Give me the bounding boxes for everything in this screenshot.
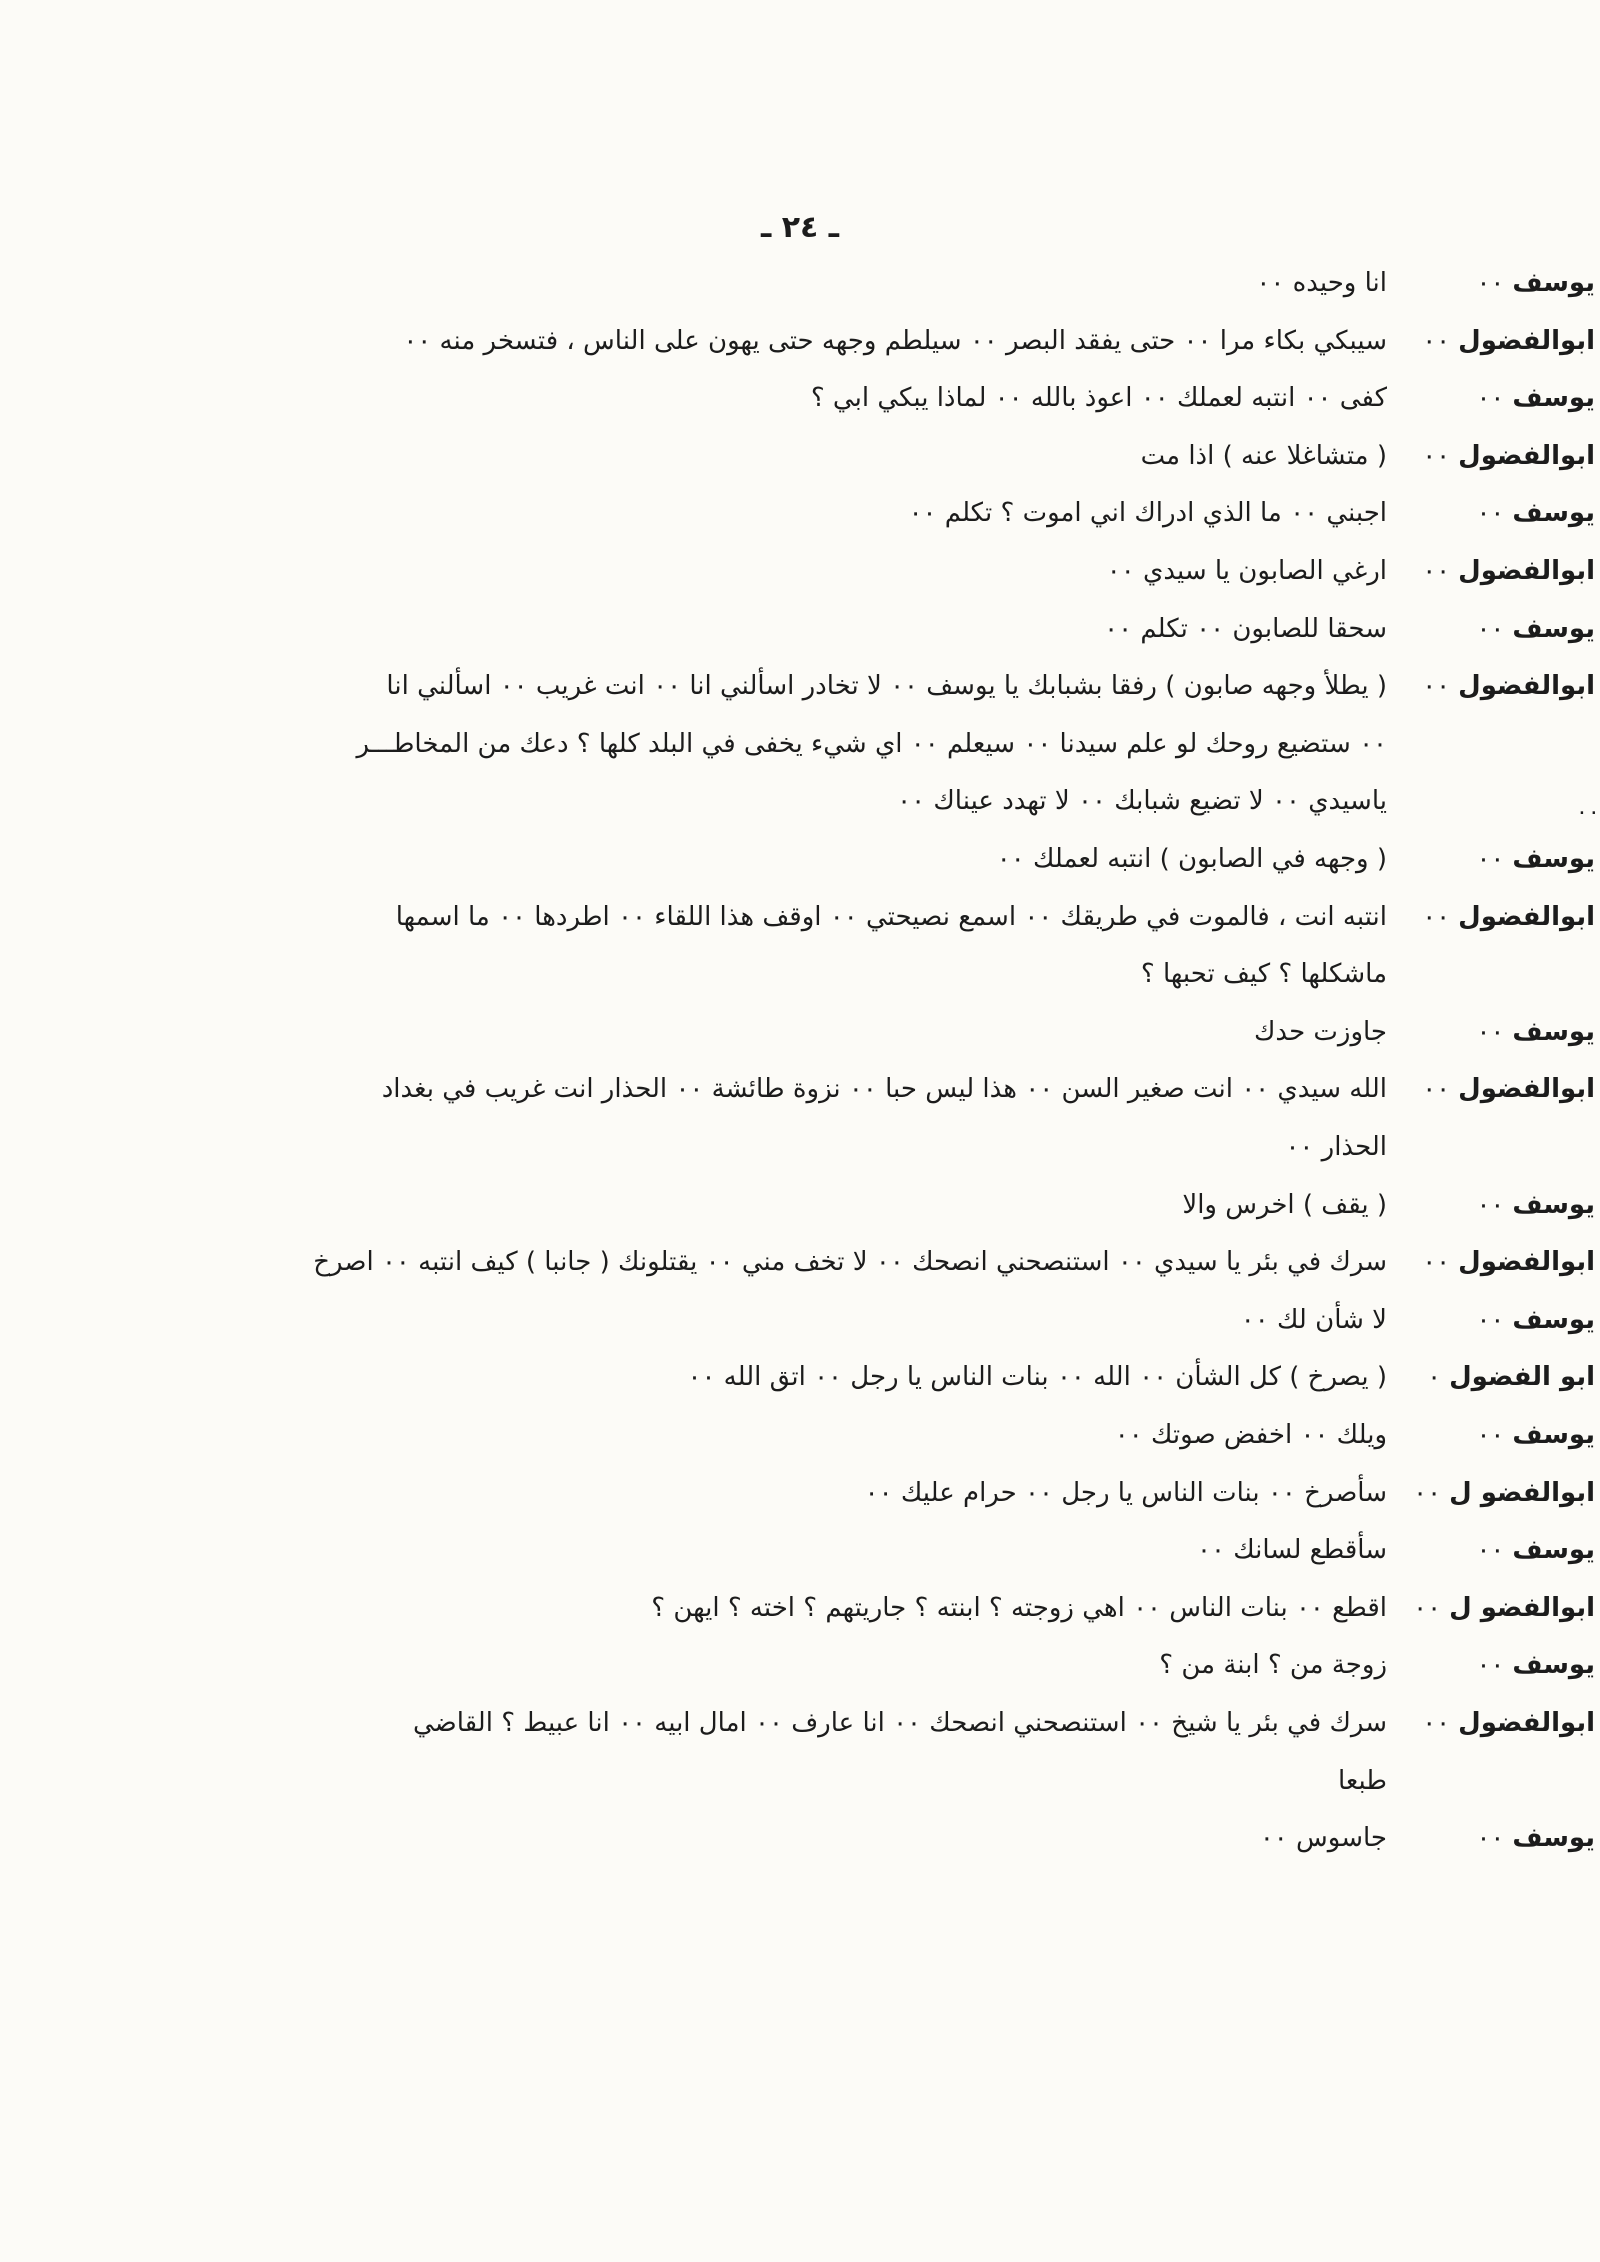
speaker-name: ابوالفضول — [1458, 1247, 1595, 1277]
speaker-name: ابوالفضول — [1458, 1074, 1595, 1104]
speaker-label — [1395, 844, 1595, 874]
speaker-name: يوسف — [1512, 1650, 1595, 1680]
speaker-name: يوسف — [1512, 614, 1595, 644]
speaker-mark: ٠٠ — [1476, 498, 1505, 528]
speech-text: سحقا للصابون ٠٠ تكلم ٠٠ — [1104, 614, 1387, 644]
speaker-label — [1395, 1650, 1595, 1680]
speaker-label — [1395, 556, 1595, 586]
speech-text: اجبني ٠٠ ما الذي ادراك اني اموت ؟ تكلم ٠٠ — [908, 498, 1387, 528]
speaker-label — [1395, 441, 1595, 471]
speaker-mark: ٠٠ — [1476, 1823, 1505, 1853]
speaker-name: يوسف — [1512, 844, 1595, 874]
speaker-label — [1395, 1593, 1595, 1623]
speaker-mark: ٠٠ — [1476, 614, 1505, 644]
speech-text: ( يطلأ وجهه صابون ) رفقا بشبابك يا يوسف ٠٠ لا تخادر اسألني انا ٠٠ انت غريب ٠٠ اسألني انا — [386, 671, 1387, 701]
speech-text: الحذار ٠٠ — [1285, 1132, 1387, 1162]
speech-text: ٠٠ ستضيع روحك لو علم سيدنا ٠٠ سيعلم ٠٠ اي شيء يخفى في البلد كلها ؟ دعك من المخاطـــر — [356, 729, 1387, 759]
speaker-name: ابوالفضو ل — [1449, 1478, 1595, 1508]
speaker-mark: ٠٠ — [1422, 441, 1451, 471]
speech-text: طبعا — [1337, 1766, 1387, 1796]
speech-text: سرك في بئر يا سيدي ٠٠ استنصحني انصحك ٠٠ لا تخف مني ٠٠ يقتلونك ( جانبا ) كيف انتبه ٠٠ اصرخ — [313, 1247, 1387, 1277]
speaker-mark: ٠٠ — [1413, 1593, 1442, 1623]
speaker-name: يوسف — [1512, 383, 1595, 413]
speech-text: ( يقف ) اخرس والا — [1182, 1190, 1387, 1220]
speaker-mark: ٠٠ — [1476, 1305, 1505, 1335]
speech-text: ماشكلها ؟ كيف تحبها ؟ — [1140, 959, 1387, 989]
speech-text: سيبكي بكاء مرا ٠٠ حتى يفقد البصر ٠٠ سيلطم وجهه حتى يهون على الناس ، فتسخر منه ٠٠ — [403, 326, 1387, 356]
page-number: ـ ٢٤ ـ — [760, 210, 840, 245]
speaker-mark: ٠٠ — [1476, 1190, 1505, 1220]
speaker-label — [1395, 1823, 1595, 1853]
speaker-label — [1395, 1478, 1595, 1508]
speaker-label — [1395, 1074, 1595, 1104]
speaker-name: ابوالفضول — [1458, 441, 1595, 471]
speaker-label — [1395, 1247, 1595, 1277]
speaker-mark: ٠٠ — [1476, 1017, 1505, 1047]
speech-text: اقطع ٠٠ بنات الناس ٠٠ اهي زوجته ؟ ابنته ؟ جاريتهم ؟ اخته ؟ ايهن ؟ — [651, 1593, 1387, 1623]
speaker-mark: ٠٠ — [1422, 671, 1451, 701]
speaker-mark: ٠ — [1427, 1362, 1442, 1392]
speaker-label — [1395, 268, 1595, 298]
speech-text: انا وحيده ٠٠ — [1256, 268, 1387, 298]
speaker-mark: ٠٠ — [1422, 1074, 1451, 1104]
speaker-mark: ٠٠ — [1476, 844, 1505, 874]
speaker-name: يوسف — [1512, 1017, 1595, 1047]
speech-text: ( متشاغلا عنه ) اذا مت — [1140, 441, 1387, 471]
speaker-label — [1395, 1708, 1595, 1738]
speaker-mark: ٠٠ — [1476, 1535, 1505, 1565]
speaker-mark: ٠٠ — [1422, 326, 1451, 356]
speaker-name: ابوالفضول — [1458, 671, 1595, 701]
speaker-mark: ٠٠ — [1413, 1478, 1442, 1508]
speaker-label — [1395, 1305, 1595, 1335]
speaker-mark: ٠٠ — [1476, 268, 1505, 298]
speaker-name: يوسف — [1512, 1190, 1595, 1220]
speaker-name: ابوالفضول — [1458, 902, 1595, 932]
speaker-label — [1395, 1017, 1595, 1047]
speaker-name: يوسف — [1512, 1420, 1595, 1450]
speaker-label — [1395, 383, 1595, 413]
speech-text: جاوزت حدك — [1254, 1017, 1387, 1047]
speech-text: كفى ٠٠ انتبه لعملك ٠٠ اعوذ بالله ٠٠ لماذا يبكي ابي ؟ — [810, 383, 1387, 413]
speech-text: ( وجهه في الصابون ) انتبه لعملك ٠٠ — [996, 844, 1387, 874]
speaker-label — [1395, 326, 1595, 356]
speech-text: ( يصرخ ) كل الشأن ٠٠ الله ٠٠ بنات الناس يا رجل ٠٠ اتق الله ٠٠ — [687, 1362, 1387, 1392]
speaker-name: يوسف — [1512, 1823, 1595, 1853]
speaker-name: ابو الفضول — [1449, 1362, 1595, 1392]
speaker-label — [1395, 1362, 1595, 1392]
speaker-mark: ٠٠ — [1422, 556, 1451, 586]
speaker-name: يوسف — [1512, 268, 1595, 298]
speaker-label — [1395, 671, 1595, 701]
speaker-label — [1395, 614, 1595, 644]
speech-text: سأصرخ ٠٠ بنات الناس يا رجل ٠٠ حرام عليك ٠٠ — [864, 1478, 1387, 1508]
margin-mark: ٠٠ — [1576, 800, 1600, 825]
speaker-mark: ٠٠ — [1422, 1708, 1451, 1738]
speaker-label — [1395, 1190, 1595, 1220]
speaker-mark: ٠٠ — [1476, 383, 1505, 413]
speaker-name: ابوالفضول — [1458, 326, 1595, 356]
speaker-label — [1395, 1420, 1595, 1450]
speech-text: جاسوس ٠٠ — [1259, 1823, 1387, 1853]
speech-text: سأقطع لسانك ٠٠ — [1197, 1535, 1387, 1565]
speaker-name: يوسف — [1512, 1305, 1595, 1335]
speaker-name: ابوالفضو ل — [1449, 1593, 1595, 1623]
speech-text: ياسيدي ٠٠ لا تضيع شبابك ٠٠ لا تهدد عيناك ٠٠ — [897, 786, 1387, 816]
speech-text: سرك في بئر يا شيخ ٠٠ استنصحني انصحك ٠٠ انا عارف ٠٠ امال ابيه ٠٠ انا عبيط ؟ القاضي — [412, 1708, 1387, 1738]
speech-text: لا شأن لك ٠٠ — [1240, 1305, 1387, 1335]
speaker-name: يوسف — [1512, 1535, 1595, 1565]
speaker-label — [1395, 902, 1595, 932]
speaker-label — [1395, 1535, 1595, 1565]
speaker-label — [1395, 498, 1595, 528]
speech-text: انتبه انت ، فالموت في طريقك ٠٠ اسمع نصيحتي ٠٠ اوقف هذا اللقاء ٠٠ اطردها ٠٠ ما اسمها — [395, 902, 1387, 932]
speaker-mark: ٠٠ — [1476, 1420, 1505, 1450]
speech-text: ويلك ٠٠ اخفض صوتك ٠٠ — [1114, 1420, 1387, 1450]
speaker-mark: ٠٠ — [1476, 1650, 1505, 1680]
speaker-name: ابوالفضول — [1458, 556, 1595, 586]
speech-text: ارغي الصابون يا سيدي ٠٠ — [1106, 556, 1387, 586]
speaker-mark: ٠٠ — [1422, 902, 1451, 932]
speaker-mark: ٠٠ — [1422, 1247, 1451, 1277]
speech-text: زوجة من ؟ ابنة من ؟ — [1159, 1650, 1387, 1680]
speech-text: الله سيدي ٠٠ انت صغير السن ٠٠ هذا ليس حبا ٠٠ نزوة طائشة ٠٠ الحذار انت غريب في بغداد — [381, 1074, 1387, 1104]
speaker-name: ابوالفضول — [1458, 1708, 1595, 1738]
speaker-name: يوسف — [1512, 498, 1595, 528]
